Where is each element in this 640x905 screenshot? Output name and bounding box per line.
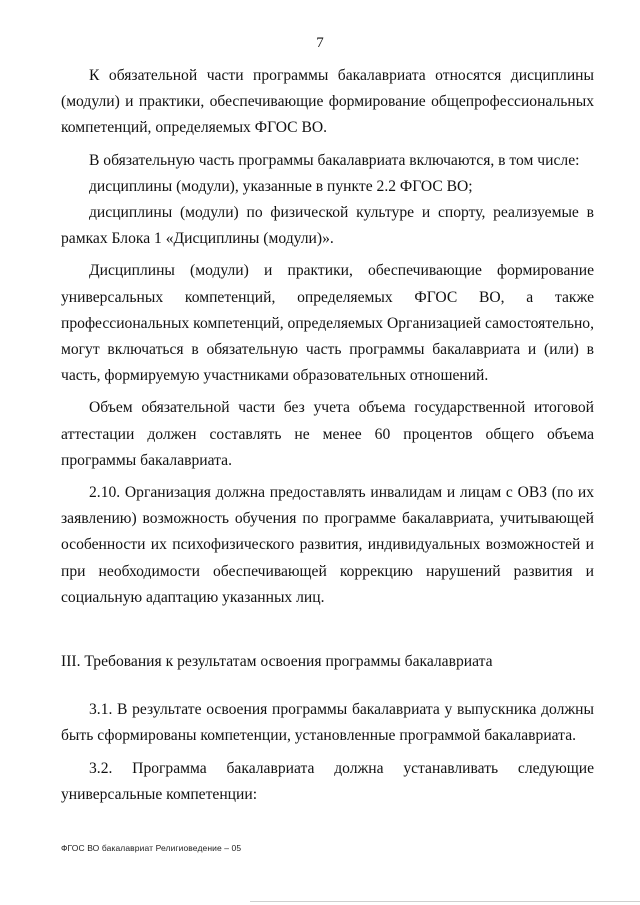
document-body	[61, 63, 594, 814]
scan-edge-line	[250, 901, 640, 902]
page-footer: ФГОС ВО бакалавриат Религиоведение – 05	[61, 843, 242, 853]
paragraph-2-10: 2.10. Организация должна предоставлять инвалидам и лицам с ОВЗ (по их заявлению) возможность обучения по программе бакалавриата, учитывающей особенности их психофизического развития, индивидуальных возможностей и при необходимости обеспечивающей коррекцию нарушений развития и социальную адаптацию указанных лиц.	[61, 484, 594, 606]
page-number: 7	[316, 35, 324, 51]
paragraph-volume: Объем обязательной части без учета объема государственной итоговой аттестации должен составлять не менее 60 процентов общего объема программы бакалавриата.	[61, 399, 594, 469]
paragraph-physical-culture: дисциплины (модули) по физической культуре и спорту, реализуемые в рамках Блока 1 «Дисциплины (модули)».	[61, 204, 594, 248]
paragraph-3-1: 3.1. В результате освоения программы бакалавриата у выпускника должны быть сформированы компетенции, установленные программой бакалавриата.	[61, 701, 594, 745]
paragraph-3-2: 3.2. Программа бакалавриата должна устанавливать следующие универсальные компетенции:	[61, 759, 594, 803]
paragraph-disciplines-2-2: дисциплины (модули), указанные в пункте 2.2 ФГОС ВО;	[89, 177, 473, 195]
paragraph-universal-competencies: Дисциплины (модули) и практики, обеспечивающие формирование универсальных компетенций, определяемых ФГОС ВО, а также профессиональных компетенций, определяемых Организацией самостоятельно, могут включаться в обязательную часть программы бакалавриата и (или) в часть, формируемую участниками образовательных отношений.	[61, 262, 594, 385]
section-heading: III. Требования к результатам освоения программы бакалавриата	[61, 653, 493, 671]
paragraph-includes: В обязательную часть программы бакалавриата включаются, в том числе:	[89, 151, 580, 169]
paragraph-mandatory-part: К обязательной части программы бакалавриата относятся дисциплины (модули) и практики, обеспечивающие формирование общепрофессиональных компетенций, определяемых ФГОС ВО.	[61, 67, 594, 137]
